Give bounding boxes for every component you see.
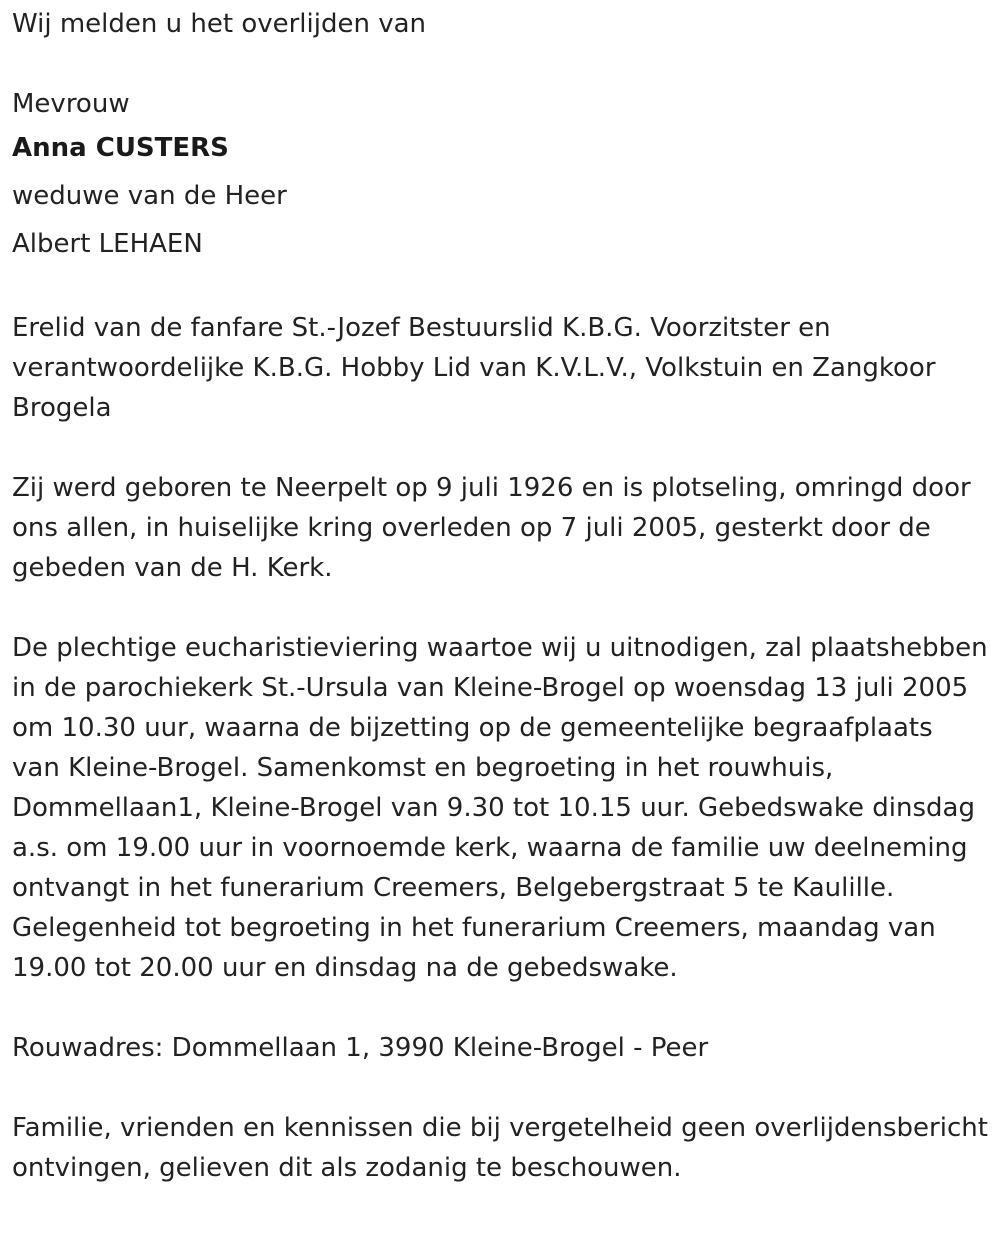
mourning-address: Rouwadres: Dommellaan 1, 3990 Kleine-Brogel - Peer	[12, 1033, 709, 1063]
ceremony-paragraph: De plechtige eucharistieviering waartoe wij u uitnodigen, zal plaatshebben in de parochiekerk St.-Ursula van Kleine-Brogel op woensdag 13 juli 2005 om 10.30 uur, waarna de bijzetting op de gemeentelijke begraafplaats van Kleine-Brogel. Samenkomst en begroeting in het rouwhuis, Dommellaan1, Kleine-Brogel van 9.30 tot 10.15 uur. Gebedswake dinsdag a.s. om 19.00 uur in voornoemde kerk, waarna de familie uw deelneming ontvangt in het funerarium Creemers, Belgebergstraat 5 te Kaulille. Gelegenheid tot begroeting in het funerarium Creemers, maandag van 19.00 tot 20.00 uur en dinsdag na de gebedswake.	[12, 633, 988, 983]
spacer	[12, 44, 988, 84]
spacer	[12, 588, 988, 628]
memberships-paragraph: Erelid van de fanfare St.-Jozef Bestuurslid K.B.G. Voorzitster en verantwoordelijke K.B.G. Hobby Lid van K.V.L.V., Volkstuin en Zangkoor Brogela	[12, 313, 936, 423]
salutation: Mevrouw	[12, 89, 130, 119]
spacer	[12, 428, 988, 468]
birth-death-paragraph: Zij werd geboren te Neerpelt op 9 juli 1926 en is plotseling, omringd door ons allen, in huiselijke kring overleden op 7 juli 2005, gesterkt door de gebeden van de H. Kerk.	[12, 473, 971, 583]
spacer	[12, 988, 988, 1028]
spouse-name: Albert LEHAEN	[12, 229, 203, 259]
spacer	[12, 268, 988, 308]
deceased-name: Anna CUSTERS	[12, 133, 229, 163]
spacer	[12, 1068, 988, 1108]
intro-text: Wij melden u het overlijden van	[12, 9, 427, 39]
widow-of-text: weduwe van de Heer	[12, 181, 287, 211]
closing-paragraph: Familie, vrienden en kennissen die bij vergetelheid geen overlijdensbericht ontvingen, gelieven dit als zodanig te beschouwen.	[12, 1113, 988, 1183]
